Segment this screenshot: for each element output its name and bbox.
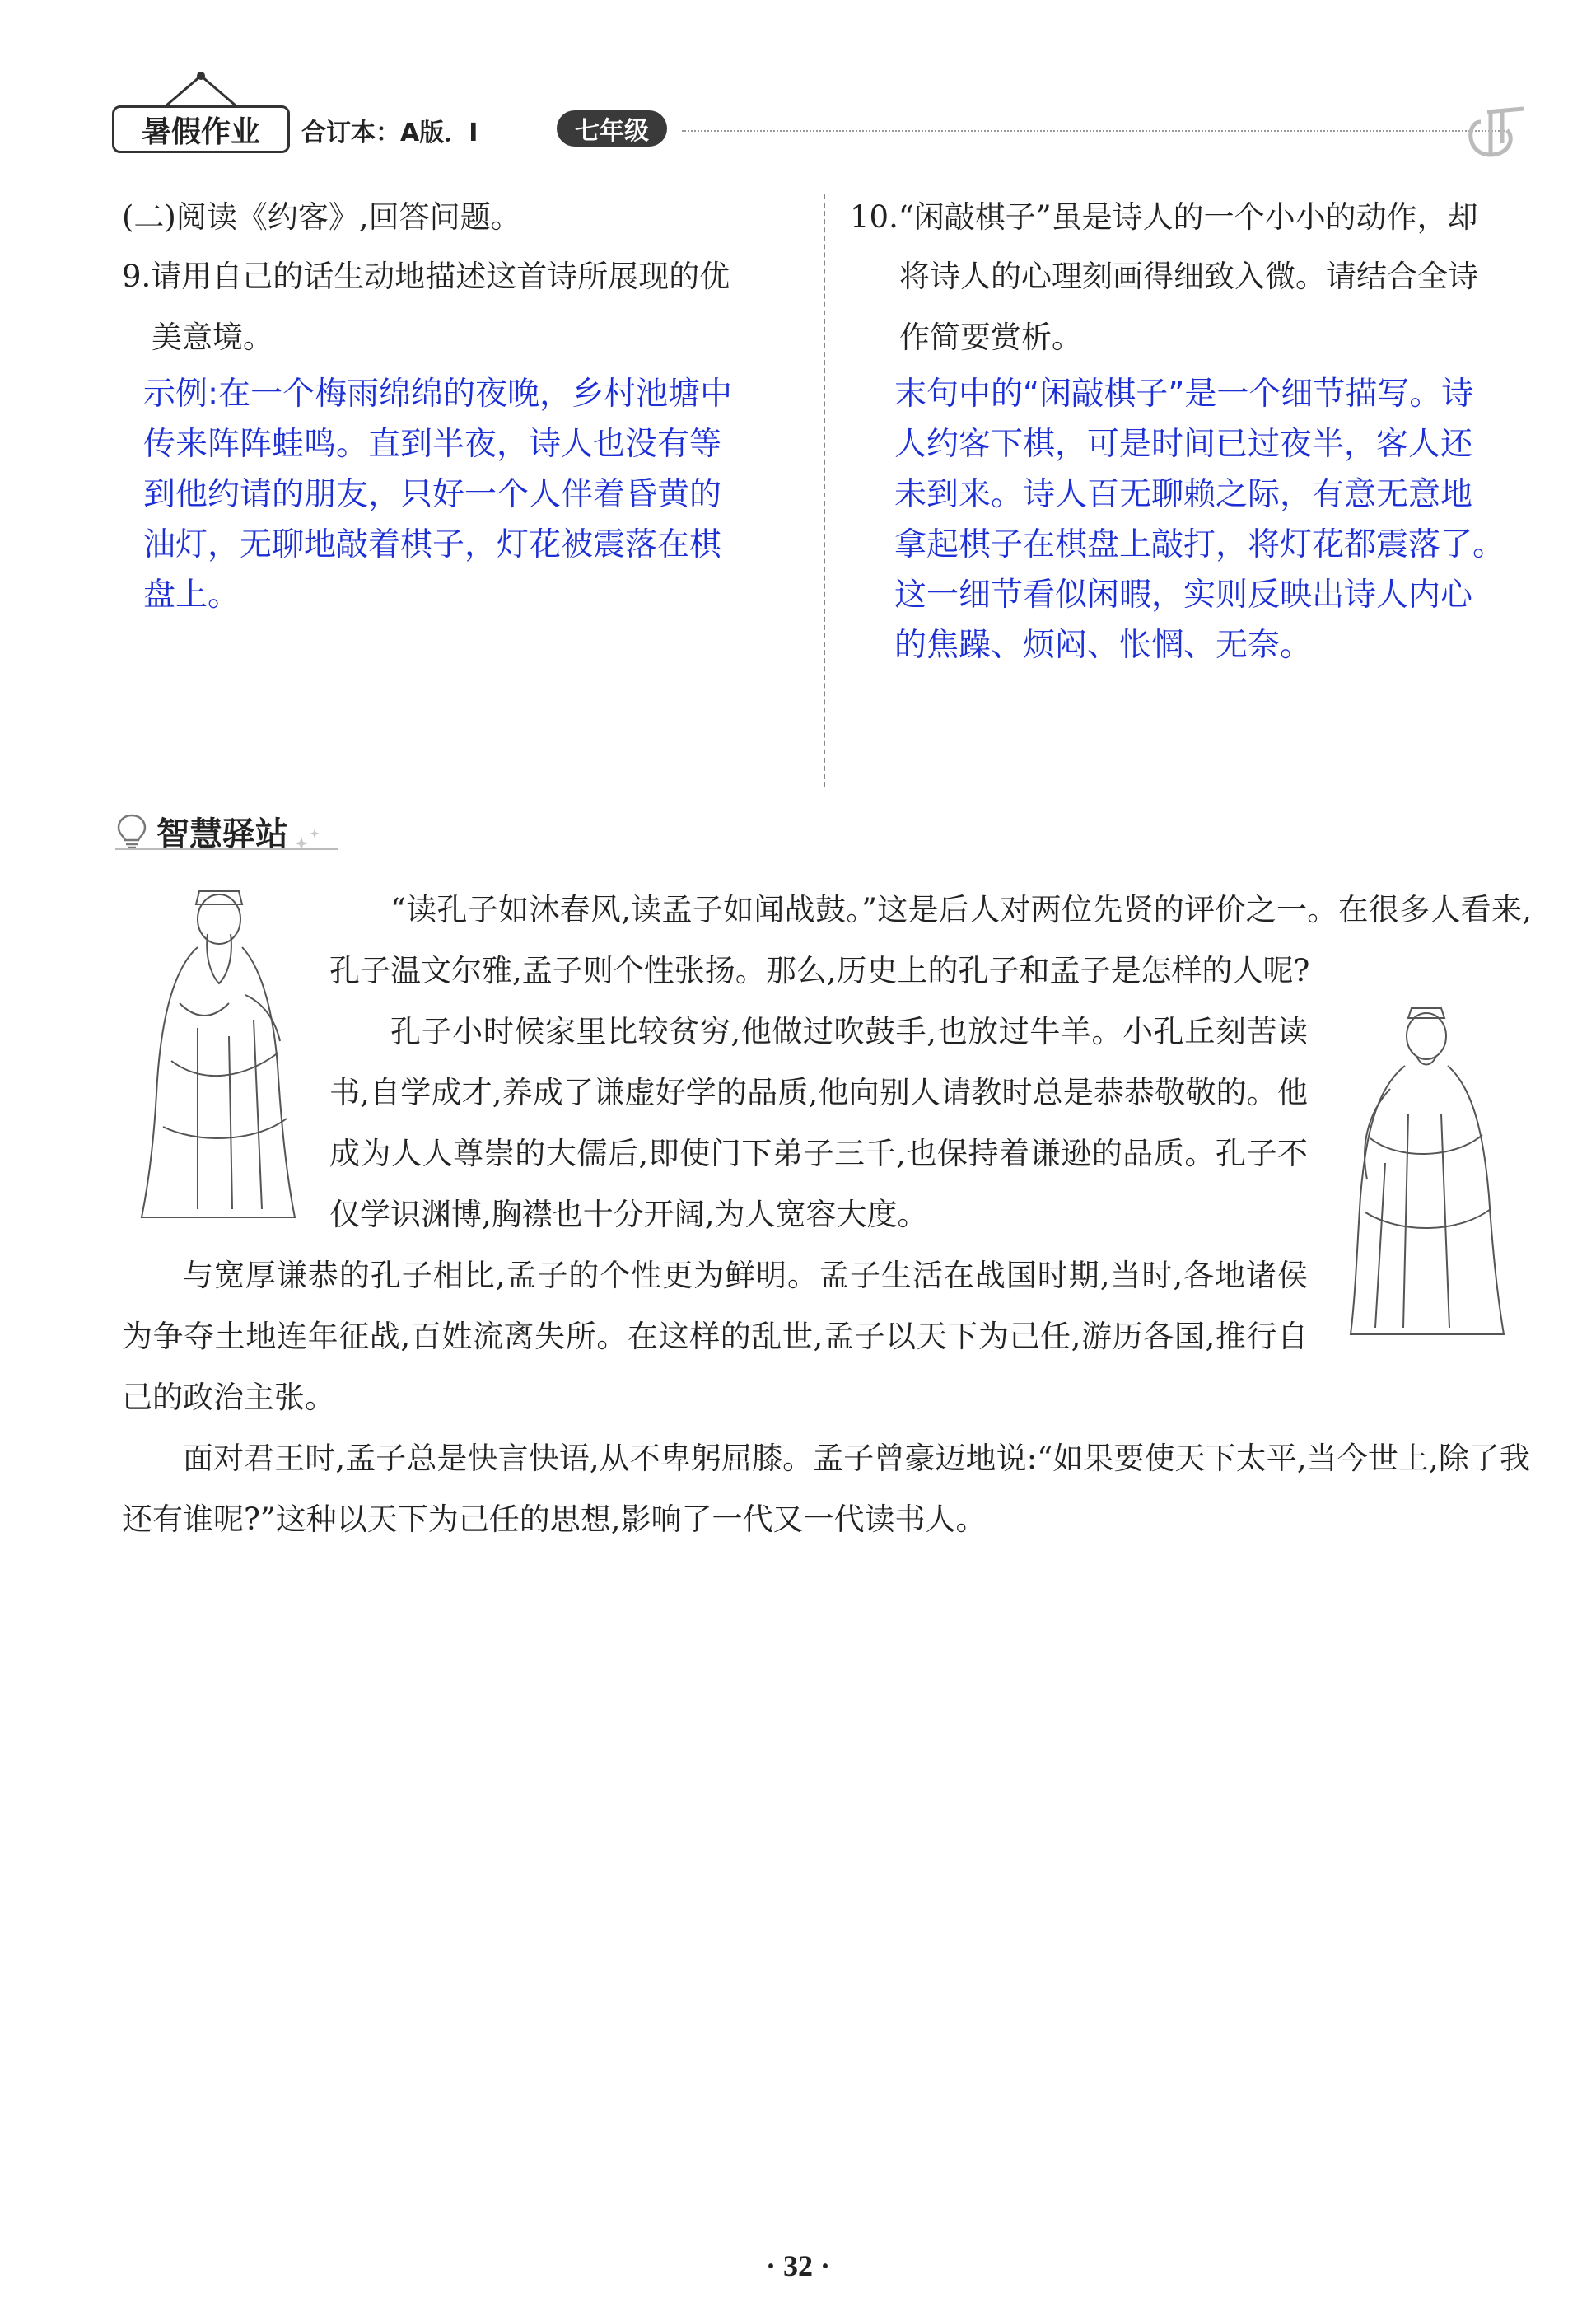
answer-10 <box>894 369 1558 670</box>
sign-hanger-icon <box>161 71 240 107</box>
question-10-line-2: 将诗人的心理刻画得细致入微。请结合全诗 <box>899 259 1478 294</box>
answer-10-line: 这一细节看似闲暇，实则反映出诗人内心 <box>894 577 1473 614</box>
mencius-illustration <box>1318 998 1533 1341</box>
answer-10-line: 未到来。诗人百无聊赖之际，有意无意地 <box>894 476 1473 513</box>
wisdom-paragraph-2: 孔子小时候家里比较贫穷,他做过吹鼓手,也放过牛羊。小孔丘刻苦读书,自学成才,养成了谦虚好学的品质,他向别人请教时总是恭恭敬敬的。他成为人人尊崇的大儒后,即使门下弟子三千,也保持着谦逊的品质。孔子不仅学识渊博,胸襟也十分开阔,为人宽容大度。 <box>329 1014 1308 1232</box>
header-divider <box>682 130 1505 132</box>
answer-9 <box>143 369 807 620</box>
page-number: · 32 · <box>765 2249 830 2282</box>
section-heading: (二)阅读《约客》,回答问题。 <box>122 199 521 235</box>
sparkle-stars-icon <box>292 825 324 858</box>
grade-badge: 七年级 <box>557 110 667 147</box>
question-10-line-1: 10.“闲敲棋子”虽是诗人的一个小小的动作，却 <box>850 199 1478 235</box>
answer-9-line: 示例:在一个梅雨绵绵的夜晚，乡村池塘中 <box>143 376 733 413</box>
answer-9-line: 盘上。 <box>143 577 240 614</box>
answer-10-line: 拿起棋子在棋盘上敲打，将灯花都震落了。 <box>894 526 1505 563</box>
wisdom-title: 智慧驿站 <box>156 815 288 853</box>
wisdom-paragraph-3: 与宽厚谦恭的孔子相比,孟子的个性更为鲜明。孟子生活在战国时期,当时,各地诸侯为争夺土地连年征战,百姓流离失所。在这样的乱世,孟子以天下为己任,游历各国,推行自己的政治主张。 <box>122 1258 1308 1415</box>
wisdom-section-heading <box>115 804 324 858</box>
wisdom-paragraph-1: “读孔子如沐春风,读孟子如闻战鼓。”这是后人对两位先贤的评价之一。在很多人看来,孔子温文尔雅,孟子则个性张扬。那么,历史上的孔子和孟子是怎样的人呢? <box>329 892 1532 988</box>
answer-10-line: 的焦躁、烦闷、怅惘、无奈。 <box>894 627 1313 664</box>
header-logo: 暑假作业 <box>112 105 290 153</box>
lightbulb-icon <box>115 812 148 850</box>
answer-9-line: 油灯，无聊地敲着棋子，灯花被震落在棋 <box>143 526 722 563</box>
answer-10-line: 末句中的“闲敲棋子”是一个细节描写。诗 <box>894 376 1474 413</box>
answer-9-line: 到他约请的朋友，只好一个人伴着昏黄的 <box>143 476 722 513</box>
confucius-illustration <box>122 880 318 1226</box>
header-edition: 合订本：A版．I <box>301 119 478 147</box>
question-9-line-2: 美意境。 <box>152 320 273 355</box>
question-9-line-1: 9.请用自己的话生动地描述这首诗所展现的优 <box>122 259 730 294</box>
answer-10-line: 人约客下棋，可是时间已过夜半，客人还 <box>894 426 1473 463</box>
question-10-line-3: 作简要赏析。 <box>899 320 1082 355</box>
column-divider <box>824 194 825 787</box>
wisdom-underline <box>115 848 338 850</box>
wisdom-paragraph-4: 面对君王时,孟子总是快言快语,从不卑躬屈膝。孟子曾豪迈地说:“如果要使天下太平,当今世上,除了我还有谁呢?”这种以天下为己任的思想,影响了一代又一代读书人。 <box>122 1441 1530 1537</box>
answer-9-line: 传来阵阵蛙鸣。直到半夜，诗人也没有等 <box>143 426 722 463</box>
corner-ornament-icon <box>1458 97 1532 163</box>
